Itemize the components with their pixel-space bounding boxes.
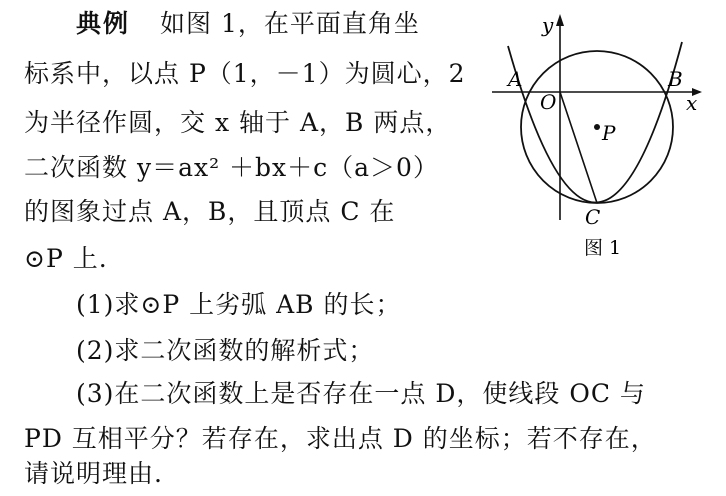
problem-line-3: 为半径作圆，交 x 轴于 A，B 两点， — [24, 108, 452, 137]
question-1: (1)求⊙P 上劣弧 AB 的长； — [76, 290, 402, 319]
label-point-p: P — [602, 121, 616, 145]
parabola — [508, 42, 682, 203]
label-point-b: B — [668, 67, 683, 91]
figure-1 — [488, 6, 718, 268]
label-origin: O — [540, 90, 557, 114]
figure-caption: 图 1 — [584, 237, 622, 259]
coordinate-diagram — [488, 6, 718, 268]
problem-line-2: 标系中，以点 P（1，－1）为圆心，2 — [24, 59, 466, 88]
label-point-c: C — [585, 205, 601, 229]
example-title: 典例 — [76, 9, 131, 38]
problem-line-6: ⊙P 上. — [24, 244, 108, 273]
problem-line-1-text: 如图 1，在平面直角坐 — [160, 9, 420, 38]
label-point-a: A — [508, 67, 523, 91]
question-3-cont: PD 互相平分？若存在，求出点 D 的坐标；若不存在， — [24, 424, 657, 453]
label-x-axis: x — [686, 91, 698, 115]
problem-line-5: 的图象过点 A，B，且顶点 C 在 — [24, 197, 396, 226]
question-3: (3)在二次函数上是否存在一点 D，使线段 OC 与 — [76, 379, 646, 408]
segment-oc — [560, 92, 597, 203]
y-axis-arrow — [556, 14, 564, 26]
question-3-end: 请说明理由. — [24, 459, 163, 488]
problem-line-1 — [76, 8, 420, 40]
label-y-axis: y — [542, 13, 554, 37]
question-2: (2)求二次函数的解析式； — [76, 336, 375, 365]
problem-line-4: 二次函数 y＝ax² ＋bx＋c（a＞0） — [24, 153, 439, 182]
point-p-dot — [594, 124, 600, 130]
